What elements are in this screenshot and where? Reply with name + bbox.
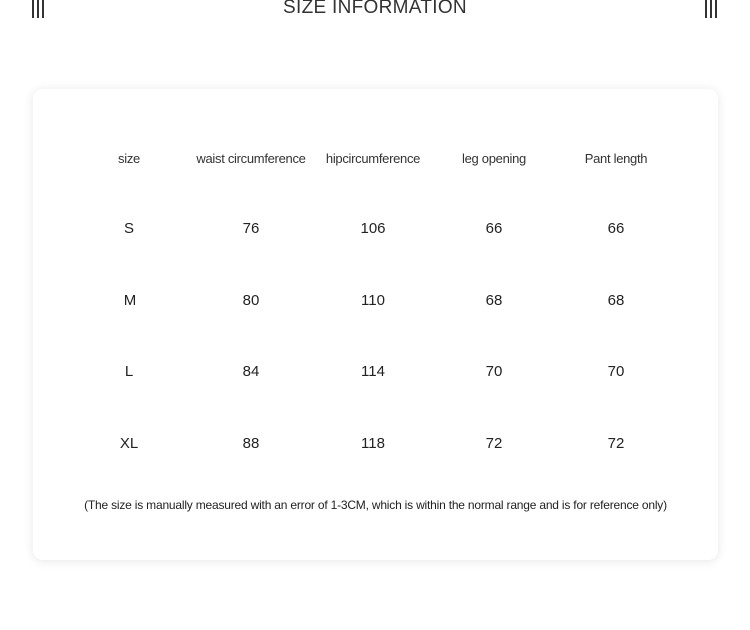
table-cell-pant-length: 70 — [607, 363, 625, 380]
table-cell-waist: 84 — [242, 363, 260, 380]
table-cell-pant-length: 66 — [607, 220, 625, 237]
table-cell-waist: 80 — [242, 292, 260, 309]
table-cell-leg-opening: 66 — [485, 220, 503, 237]
table-cell-pant-length: 72 — [607, 435, 625, 452]
column-header-leg-opening: leg opening — [462, 151, 526, 166]
size-table-card — [33, 89, 718, 560]
table-cell-size: M — [123, 292, 137, 309]
table-cell-waist: 76 — [242, 220, 260, 237]
column-header-size: size — [118, 151, 140, 166]
page-title: SIZE INFORMATION — [283, 0, 467, 18]
table-cell-size: L — [124, 363, 134, 380]
table-cell-waist: 88 — [242, 435, 260, 452]
table-cell-size: S — [123, 220, 134, 237]
header — [0, 0, 750, 24]
measurement-note: (The size is manually measured with an error of 1-3CM, which is within the normal range and is for reference only) — [84, 498, 667, 512]
column-header-pant-length: Pant length — [584, 151, 648, 166]
table-cell-leg-opening: 70 — [485, 363, 503, 380]
decorative-bars-right — [705, 0, 717, 18]
table-cell-hip: 118 — [361, 435, 385, 452]
table-cell-leg-opening: 72 — [485, 435, 503, 452]
column-header-hip: hipcircumference — [325, 151, 421, 166]
table-cell-size: XL — [119, 435, 139, 452]
table-cell-hip: 110 — [361, 292, 385, 309]
table-cell-hip: 106 — [360, 220, 386, 237]
column-header-waist: waist circumference — [196, 151, 306, 166]
table-cell-leg-opening: 68 — [485, 292, 503, 309]
table-cell-hip: 114 — [361, 363, 385, 380]
table-cell-pant-length: 68 — [607, 292, 625, 309]
